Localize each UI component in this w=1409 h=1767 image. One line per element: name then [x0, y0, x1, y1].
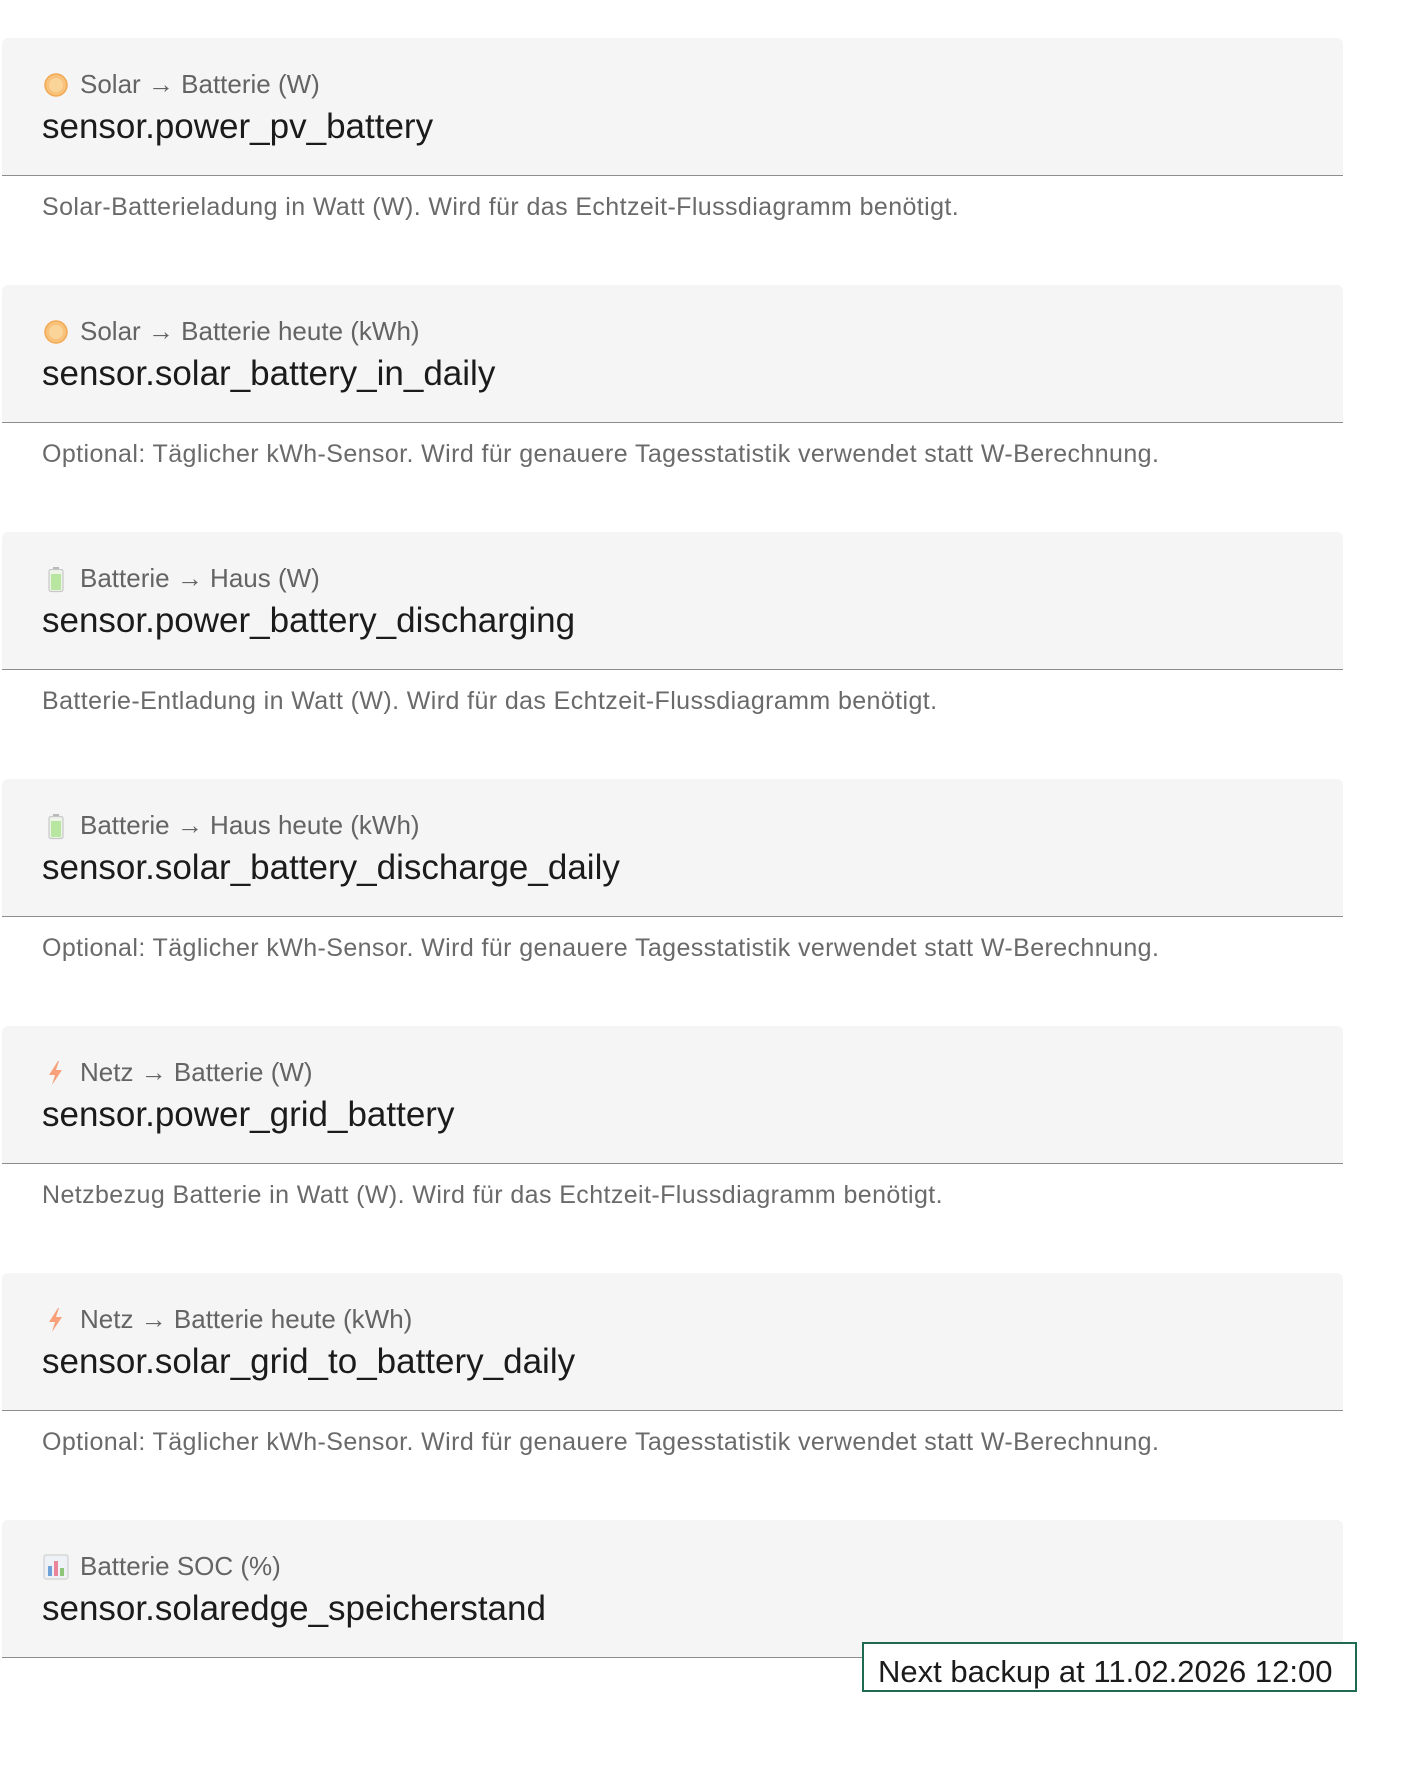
field-label — [42, 1304, 412, 1335]
field-solar-grid-to-battery-daily — [2, 1273, 1343, 1520]
field-value[interactable]: sensor.power_pv_battery — [42, 107, 434, 146]
entity-picker[interactable] — [2, 779, 1343, 917]
entity-picker[interactable] — [2, 532, 1343, 670]
field-helper-text: Optional: Täglicher kWh-Sensor. Wird für genauere Tagesstatistik verwendet statt W-Berechnung. — [42, 1428, 1160, 1456]
entity-picker[interactable] — [2, 1273, 1343, 1411]
field-helper-text: Netzbezug Batterie in Watt (W). Wird für das Echtzeit-Flussdiagramm benötigt. — [42, 1181, 944, 1209]
field-label-text: Batterie → Haus heute (kWh) — [80, 810, 420, 840]
field-value[interactable]: sensor.solaredge_speicherstand — [42, 1589, 546, 1628]
bar-chart-icon — [42, 1553, 70, 1581]
field-power-battery-discharging — [2, 532, 1343, 779]
field-label — [42, 810, 420, 841]
field-label — [42, 1551, 281, 1582]
field-helper-text: Optional: Täglicher kWh-Sensor. Wird für genauere Tagesstatistik verwendet statt W-Berechnung. — [42, 934, 1160, 962]
field-helper-text: Solar-Batterieladung in Watt (W). Wird für das Echtzeit-Flussdiagramm benötigt. — [42, 193, 960, 221]
field-power-pv-battery — [2, 38, 1343, 285]
field-label — [42, 69, 320, 100]
field-label-text: Netz → Batterie (W) — [80, 1057, 313, 1087]
field-label-text: Solar → Batterie heute (kWh) — [80, 316, 420, 346]
field-label — [42, 563, 320, 594]
field-power-grid-battery — [2, 1026, 1343, 1273]
field-value[interactable]: sensor.solar_battery_in_daily — [42, 354, 496, 393]
entity-picker[interactable] — [2, 285, 1343, 423]
field-label — [42, 316, 420, 347]
backup-toast: Next backup at 11.02.2026 12:00 — [862, 1642, 1357, 1692]
field-value[interactable]: sensor.power_grid_battery — [42, 1095, 455, 1134]
field-label-text: Batterie SOC (%) — [80, 1551, 281, 1581]
sun-icon — [42, 318, 70, 346]
field-value[interactable]: sensor.solar_grid_to_battery_daily — [42, 1342, 576, 1381]
lightning-icon — [42, 1306, 70, 1334]
field-solar-battery-discharge-daily — [2, 779, 1343, 1026]
field-helper-text: Batterie-Entladung in Watt (W). Wird für das Echtzeit-Flussdiagramm benötigt. — [42, 687, 938, 715]
battery-icon — [42, 565, 70, 593]
sun-icon — [42, 71, 70, 99]
entity-picker[interactable] — [2, 1520, 1343, 1658]
sensor-field-list — [2, 38, 1343, 1767]
lightning-icon — [42, 1059, 70, 1087]
field-label-text: Netz → Batterie heute (kWh) — [80, 1304, 413, 1334]
field-label-text: Solar → Batterie (W) — [80, 69, 320, 99]
entity-picker[interactable] — [2, 1026, 1343, 1164]
battery-icon — [42, 812, 70, 840]
field-value[interactable]: sensor.power_battery_discharging — [42, 601, 576, 640]
field-value[interactable]: sensor.solar_battery_discharge_daily — [42, 848, 620, 887]
field-label — [42, 1057, 313, 1088]
field-solar-battery-in-daily — [2, 285, 1343, 532]
entity-picker[interactable] — [2, 38, 1343, 176]
field-label-text: Batterie → Haus (W) — [80, 563, 320, 593]
field-helper-text: Optional: Täglicher kWh-Sensor. Wird für genauere Tagesstatistik verwendet statt W-Berechnung. — [42, 440, 1160, 468]
